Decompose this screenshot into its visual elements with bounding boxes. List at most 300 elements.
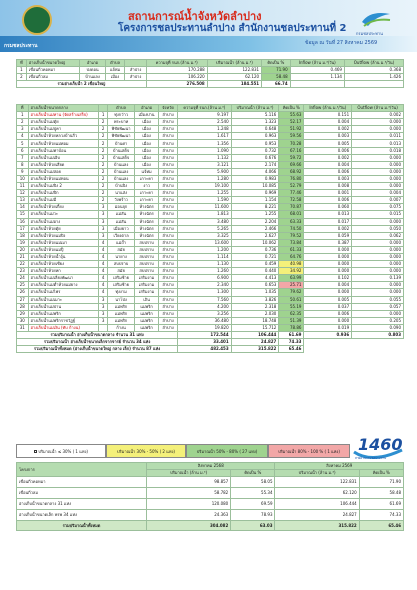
- table-cell: [344, 81, 403, 88]
- table-cell: 1: [17, 112, 29, 119]
- table-cell: พิชัยพัฒนา: [107, 126, 134, 133]
- table-cell: 0.469: [290, 67, 344, 74]
- legend-50-80: [186, 444, 268, 458]
- table-cell: 0.000: [352, 261, 404, 268]
- table-cell: 69.59: [231, 499, 275, 510]
- table-cell: 0.002: [304, 126, 352, 133]
- legend-label: ปริมาณน้ำ 30% - 50% ( 2 แห่ง): [117, 448, 175, 454]
- table-cell: สบปราบ: [107, 261, 134, 268]
- table-cell: 58.48: [359, 488, 403, 499]
- table-cell: แม่สัน: [107, 218, 134, 225]
- table-cell: 9: [17, 168, 29, 175]
- table-row: [17, 211, 404, 218]
- col-header-vol: ปริมาณน้ำ (ล้าน ม.³): [147, 470, 231, 477]
- table-cell: อ่างเก็บน้ำห้วยตุ๋ย: [28, 225, 99, 232]
- table-cell: 0.000: [304, 268, 352, 275]
- table-cell: 0.000: [352, 289, 404, 296]
- table-cell: 0.090: [352, 324, 404, 331]
- table-cell: ลำปาง: [159, 154, 178, 161]
- table-cell: 2: [99, 154, 108, 161]
- table-cell: 62.35: [279, 310, 304, 317]
- agency-seal-logo: [22, 5, 52, 35]
- table-cell: 3: [99, 225, 108, 232]
- table-cell: แม่พริก: [135, 324, 159, 331]
- table-cell: เมือง: [135, 154, 159, 161]
- table-cell: 1.280: [178, 175, 232, 182]
- table-cell: 4: [99, 253, 108, 260]
- table-cell: เมือง: [135, 140, 159, 147]
- table-cell: 0.676: [231, 154, 279, 161]
- col-header: Inflow (ล้าน ม.³/วัน): [304, 105, 352, 112]
- table-cell: 3: [99, 310, 108, 317]
- table-row: [17, 261, 404, 268]
- table-cell: เกาะคา: [135, 190, 159, 197]
- col-header: Outflow (ล้าน ม.³/วัน): [352, 105, 404, 112]
- table-cell: 3: [99, 232, 108, 239]
- table-cell: ลำปาง: [159, 211, 178, 218]
- table-cell: 63.33: [279, 218, 304, 225]
- col-header: Inflow (ล้าน ม.³/วัน): [290, 60, 344, 67]
- col-header: ปริมาณน้ำ (ล้าน ม.³): [231, 105, 279, 112]
- table-cell: 0.011: [352, 133, 404, 140]
- table-cell: 0.000: [352, 183, 404, 190]
- table-cell: อ่างเก็บน้ำห้วยน้ำงุ้น: [28, 253, 99, 260]
- table-cell: 25: [17, 282, 29, 289]
- table-cell: 3.256: [178, 310, 232, 317]
- table-cell: 0.057: [352, 303, 404, 310]
- col-header: ที่: [17, 105, 29, 112]
- table-row: [17, 147, 404, 154]
- table-cell: 0.037: [304, 303, 352, 310]
- table-cell: 0.000: [352, 268, 404, 275]
- table-cell: 0.387: [304, 239, 352, 246]
- table-cell: 24.827: [275, 510, 359, 521]
- table-cell: ลำปาง: [159, 268, 178, 275]
- table-cell: 29: [17, 310, 29, 317]
- table-cell: ลำปาง: [159, 112, 178, 119]
- legend-30-50: [106, 444, 186, 458]
- table-cell: สบปราบ: [135, 246, 159, 253]
- table-cell: 2.540: [178, 119, 232, 126]
- summary-row: [17, 332, 404, 339]
- table-cell: 0.139: [352, 275, 404, 282]
- table-cell: 0.000: [352, 253, 404, 260]
- table-cell: อ่างเก็บน้ำแม่มี: [28, 197, 99, 204]
- table-cell: อ่างเก็บน้ำห้วยหลวงบ้านกิ่ว: [28, 133, 99, 140]
- table-cell: 0.004: [304, 161, 352, 168]
- table-cell: อ่างเก็บน้ำแม่ต๋ำห้วยแม่ยาง: [28, 282, 99, 289]
- table-cell: 0.003: [304, 175, 352, 182]
- table-cell: 16: [17, 218, 29, 225]
- table-cell: 0.000: [352, 161, 404, 168]
- table-cell: 3.325: [178, 232, 232, 239]
- table-cell: อ่างเก็บน้ำแม่อาง: [28, 218, 99, 225]
- table-cell: อ่างเก็บน้ำห้วยแม่ปุ๊: [28, 246, 99, 253]
- table-cell: 0.000: [352, 246, 404, 253]
- table-cell: 0.013: [352, 140, 404, 147]
- table-cell: 50.61: [279, 296, 304, 303]
- table-cell: 0.062: [352, 232, 404, 239]
- table-cell: 2.174: [231, 161, 279, 168]
- table-cell: ห้างฉัตร: [135, 211, 159, 218]
- table-cell: นาแส่ง: [107, 190, 134, 197]
- table-cell: 5.265: [178, 225, 232, 232]
- table-cell: 11: [17, 183, 29, 190]
- table-cell: 36.480: [178, 317, 232, 324]
- table-cell: ลำปาง: [159, 289, 178, 296]
- table-cell: 2.627: [231, 232, 279, 239]
- col-header: ตำบล: [105, 60, 125, 67]
- table-cell: ทุ่งงาม: [107, 289, 134, 296]
- summary-row: [17, 346, 404, 353]
- table-cell: 0.000: [304, 261, 352, 268]
- col-header-2569: สิงหาคม 2569: [275, 463, 404, 470]
- summary-value: 0.936: [304, 332, 352, 339]
- col-header: อ่างเก็บน้ำขนาดใหญ่: [26, 60, 80, 67]
- table-cell: 71.90: [359, 477, 403, 488]
- summary-value: 65.46: [359, 521, 403, 531]
- table-cell: ปงดอน: [80, 67, 105, 74]
- summary-value: 61.69: [279, 332, 304, 339]
- table-cell: 98.857: [147, 477, 231, 488]
- legend-label: ปริมาณน้ำ ≤ 30% ( 1 แห่ง): [38, 448, 88, 454]
- table-cell: ลำปาง: [159, 275, 178, 282]
- table-cell: 1.134: [290, 74, 344, 81]
- table-cell: 6.900: [178, 275, 232, 282]
- table-cell: แม่พริก: [107, 317, 134, 324]
- table-cell: อ่างเก็บน้ำแม่เมาะ: [28, 296, 99, 303]
- table-cell: ลำปาง: [159, 261, 178, 268]
- table-cell: 31: [17, 324, 29, 331]
- table-cell: 72.58: [279, 197, 304, 204]
- table-cell: ลำปาง: [159, 282, 178, 289]
- col-header: อำเภอ: [135, 105, 159, 112]
- col-header: อ่างเก็บน้ำขนาดกลาง: [28, 105, 99, 112]
- table-cell: 78.93: [231, 510, 275, 521]
- table-cell: 25.71: [279, 282, 304, 289]
- table-cell: แม่สัน: [107, 211, 134, 218]
- table-cell: อ่างเก็บน้ำห้วยแม่ทอน: [28, 175, 99, 182]
- table-cell: 4: [99, 246, 108, 253]
- table-cell: 2.466: [231, 225, 279, 232]
- table-cell: 70.28: [279, 140, 304, 147]
- table-cell: ห้างฉัตร: [135, 225, 159, 232]
- table-cell: 0.000: [304, 253, 352, 260]
- table-cell: 0.005: [304, 140, 352, 147]
- table-cell: 5.116: [231, 112, 279, 119]
- table-row: [17, 246, 404, 253]
- table-cell: 0.648: [231, 126, 279, 133]
- table-cell: อ่างเก็บน้ำขนาดเล็ก พรพ 34 แห่ง: [17, 510, 147, 521]
- table-cell: 0.000: [352, 239, 404, 246]
- table-cell: 0.721: [231, 253, 279, 260]
- col-header-pct: คิดเป็น %: [231, 470, 275, 477]
- table-cell: ลำปาง: [159, 168, 178, 175]
- table-cell: บ้านแลง: [80, 74, 105, 81]
- table-cell: 7.560: [178, 296, 232, 303]
- table-cell: เมือง: [135, 161, 159, 168]
- table-row: [17, 218, 404, 225]
- table-cell: อ่างเก็บน้ำห้วยหก: [28, 268, 99, 275]
- summary-value: 65.46: [279, 346, 304, 353]
- col-header: ที่: [17, 60, 27, 67]
- table-cell: 0.440: [231, 268, 279, 275]
- table-cell: ลำปาง: [159, 204, 178, 211]
- table-cell: 2: [99, 175, 108, 182]
- table-cell: สมัย: [107, 246, 134, 253]
- table-cell: 76.80: [279, 175, 304, 182]
- table-cell: 62.120: [207, 74, 261, 81]
- table-cell: 0.006: [304, 310, 352, 317]
- table-cell: 13: [17, 197, 29, 204]
- col-header: [99, 105, 108, 112]
- table-cell: 55.63: [279, 112, 304, 119]
- table-cell: 6: [17, 147, 29, 154]
- table-cell: 1.426: [344, 74, 403, 81]
- table-cell: เมือง: [105, 74, 125, 81]
- summary-value: 33.401: [178, 339, 232, 346]
- table-cell: 0.000: [352, 175, 404, 182]
- table-cell: 22: [17, 261, 29, 268]
- table-cell: 51.92: [279, 126, 304, 133]
- table-row: [17, 175, 404, 182]
- col-header-vol: ปริมาณน้ำ (ล้าน ม.³): [275, 470, 359, 477]
- table-row: [17, 197, 404, 204]
- table-cell: 1: [99, 112, 108, 119]
- table-cell: 1.260: [178, 268, 232, 275]
- table-cell: แม่พริก: [107, 310, 134, 317]
- table-cell: 0.004: [352, 190, 404, 197]
- table-cell: ทุ่งกว๋าว: [107, 112, 134, 119]
- table-cell: เขื่อนกิ่วลม: [26, 74, 80, 81]
- table-cell: 1: [17, 67, 27, 74]
- table-cell: 62.120: [275, 488, 359, 499]
- legend-label: ปริมาณน้ำ 50% - 80% ( 27 แห่ง): [196, 448, 258, 454]
- table-cell: 0.001: [304, 190, 352, 197]
- summary-value: 24.827: [231, 339, 279, 346]
- table-row: [17, 183, 404, 190]
- table-cell: อ่างเก็บน้ำห้วยแม่ค่อม: [28, 140, 99, 147]
- table-cell: ลำปาง: [159, 296, 178, 303]
- table-cell: 4: [99, 289, 108, 296]
- table-cell: อ่างเก็บน้ำแม่ตุ๋ย: [28, 119, 99, 126]
- table-cell: 0.736: [231, 246, 279, 253]
- summary-row: [17, 81, 404, 88]
- table-cell: 0.000: [352, 119, 404, 126]
- table-row: [17, 112, 404, 119]
- table-cell: สมัย: [107, 268, 134, 275]
- table-cell: 71.90: [262, 67, 291, 74]
- table-cell: 24.363: [147, 510, 231, 521]
- summary-value: 482.453: [178, 346, 232, 353]
- large-reservoir-table: [16, 59, 404, 88]
- table-cell: 2: [17, 74, 27, 81]
- table-cell: 1.323: [231, 119, 279, 126]
- medium-reservoir-table: [16, 104, 404, 353]
- table-cell: 59.56: [279, 133, 304, 140]
- table-cell: 4: [17, 133, 29, 140]
- table-row: [17, 190, 404, 197]
- table-cell: ลำปาง: [125, 74, 146, 81]
- table-cell: 3.121: [178, 161, 232, 168]
- table-cell: 106.220: [146, 74, 207, 81]
- table-cell: 40.98: [279, 261, 304, 268]
- table-cell: 0.018: [352, 147, 404, 154]
- table-cell: 8.221: [231, 204, 279, 211]
- table-cell: อ่างเก็บน้ำห้วยเกี๋ยง: [28, 204, 99, 211]
- table-cell: ลำปาง: [159, 225, 178, 232]
- table-cell: 28: [17, 303, 29, 310]
- table-cell: เขื่อนกิ่วคอหมา: [26, 67, 80, 74]
- table-cell: อ่างเก็บน้ำขนาดกลาง 31 แห่ง: [17, 499, 147, 510]
- table-cell: 19.100: [178, 183, 232, 190]
- table-row: [17, 477, 404, 488]
- summary-value: 304.082: [147, 521, 231, 531]
- table-cell: 0.050: [352, 225, 404, 232]
- table-cell: เมืองยาว: [107, 225, 134, 232]
- table-cell: 3.826: [231, 296, 279, 303]
- capacity-legend: [16, 444, 350, 458]
- summary-value: 315.822: [231, 346, 279, 353]
- table-cell: อ่างเก็บน้ำแม่ปิก: [28, 190, 99, 197]
- table-cell: เวียงตาล: [107, 232, 134, 239]
- table-cell: สบปราบ: [135, 239, 159, 246]
- table-cell: 10.085: [231, 183, 279, 190]
- table-cell: 3: [99, 317, 108, 324]
- table-row: [17, 289, 404, 296]
- col-header: คิดเป็น %: [279, 105, 304, 112]
- table-cell: แม่ถ้ำ: [107, 239, 134, 246]
- table-row: [17, 126, 404, 133]
- summary-row: [17, 521, 404, 531]
- table-cell: 2: [99, 190, 108, 197]
- table-cell: ลำปาง: [159, 175, 178, 182]
- table-cell: แจ้ห่ม: [135, 168, 159, 175]
- hotline-number: 1460: [358, 435, 403, 454]
- table-cell: ลำปาง: [159, 239, 178, 246]
- table-cell: 4.066: [231, 168, 279, 175]
- table-cell: 69.66: [279, 161, 304, 168]
- table-cell: 58.48: [262, 74, 291, 81]
- table-cell: 120.080: [147, 499, 231, 510]
- table-cell: ก้างน: [107, 324, 134, 331]
- table-cell: ลำปาง: [159, 190, 178, 197]
- table-cell: สบปราบ: [135, 261, 159, 268]
- table-cell: 1.130: [178, 261, 232, 268]
- table-cell: 0.102: [304, 275, 352, 282]
- table-cell: 1.035: [231, 289, 279, 296]
- hotline-text: สายด่วนกรมชลประทาน: [355, 456, 387, 460]
- table-cell: 61.69: [359, 499, 403, 510]
- table-cell: 68.92: [279, 168, 304, 175]
- table-cell: 0.059: [304, 232, 352, 239]
- table-cell: ลำปาง: [159, 119, 178, 126]
- table-cell: 0.055: [352, 296, 404, 303]
- summary-value: 315.822: [275, 521, 359, 531]
- table-cell: 0.002: [304, 154, 352, 161]
- table-cell: อ่างเก็บน้ำแม่ทาน (จัดสร้างเสร็จ): [28, 112, 99, 119]
- col-header: Outflow (ล้าน ม.³/วัน): [344, 60, 403, 67]
- table-cell: 0.017: [304, 218, 352, 225]
- table-cell: เมือง: [135, 126, 159, 133]
- table-cell: 20: [17, 246, 29, 253]
- table-cell: 1.617: [178, 133, 232, 140]
- col-header: ปริมาณน้ำ (ล้าน ม.³): [207, 60, 261, 67]
- table-cell: 7: [17, 154, 29, 161]
- table-cell: 12: [17, 190, 29, 197]
- table-cell: 1.248: [178, 126, 232, 133]
- table-cell: 0.005: [304, 296, 352, 303]
- table-cell: เมือง: [135, 147, 159, 154]
- table-cell: ลำปาง: [159, 303, 178, 310]
- table-cell: อ่างเก็บน้ำแม่ปาน: [28, 303, 99, 310]
- col-header-pct: คิดเป็น %: [359, 470, 403, 477]
- table-cell: 0.151: [304, 112, 352, 119]
- table-cell: 0.007: [352, 197, 404, 204]
- table-cell: อ่างเก็บน้ำแม่พริกราชวัฏฐ์: [28, 317, 99, 324]
- table-row: [17, 67, 404, 74]
- table-cell: 0.732: [231, 147, 279, 154]
- col-header: จังหวัด: [159, 105, 178, 112]
- table-cell: 0.000: [304, 246, 352, 253]
- table-cell: 0.004: [304, 282, 352, 289]
- table-cell: อ่างเก็บน้ำแม่เลียงพัฒนา: [28, 275, 99, 282]
- table-cell: วังพร้าว: [107, 197, 134, 204]
- table-cell: 5.900: [178, 168, 232, 175]
- table-cell: 0.000: [304, 317, 352, 324]
- table-row: [17, 161, 404, 168]
- table-cell: 18.748: [231, 317, 279, 324]
- table-cell: เสริมงาม: [135, 282, 159, 289]
- table-cell: 3: [99, 211, 108, 218]
- table-cell: ลำปาง: [159, 310, 178, 317]
- table-cell: 10: [17, 175, 29, 182]
- legend-80-100: [268, 444, 350, 458]
- table-cell: 2: [99, 161, 108, 168]
- page-subtitle: โครงการชลประทานลำปาง สำนักงานชลประทานที่ 2: [118, 23, 347, 34]
- table-cell: บ้านเสด็จ: [107, 147, 134, 154]
- table-cell: 10.062: [231, 239, 279, 246]
- table-cell: 67.16: [279, 147, 304, 154]
- table-cell: 0.060: [304, 204, 352, 211]
- table-cell: 1.255: [231, 211, 279, 218]
- table-cell: 0.002: [352, 112, 404, 119]
- table-cell: 0.205: [352, 317, 404, 324]
- table-cell: 3: [99, 218, 108, 225]
- summary-row: [17, 339, 404, 346]
- table-cell: ลำปาง: [159, 317, 178, 324]
- table-cell: 19: [17, 239, 29, 246]
- col-header: คิดเป็น %: [262, 60, 291, 67]
- table-row: [17, 225, 404, 232]
- table-row: [17, 253, 404, 260]
- table-cell: 64.76: [279, 253, 304, 260]
- summary-value: 0.803: [352, 332, 404, 339]
- table-cell: 1.132: [178, 154, 232, 161]
- table-cell: 1.154: [231, 197, 279, 204]
- table-cell: สบปราบ: [135, 253, 159, 260]
- table-cell: 58.05: [231, 477, 275, 488]
- table-cell: ลำปาง: [159, 147, 178, 154]
- table-row: [17, 317, 404, 324]
- summary-label: รวมปริมาณน้ำ อ่างเก็บน้ำขนาดเล็กจากจารย์ จำนวน 34 แห่ง: [17, 339, 178, 346]
- table-row: [17, 296, 404, 303]
- col-header-2568: สิงหาคม 2568: [147, 463, 275, 470]
- table-cell: ลำปาง: [159, 140, 178, 147]
- table-cell: อ่างเก็บน้ำห้วยเชียง: [28, 261, 99, 268]
- summary-value: 63.03: [231, 521, 275, 531]
- table-cell: 0.006: [304, 147, 352, 154]
